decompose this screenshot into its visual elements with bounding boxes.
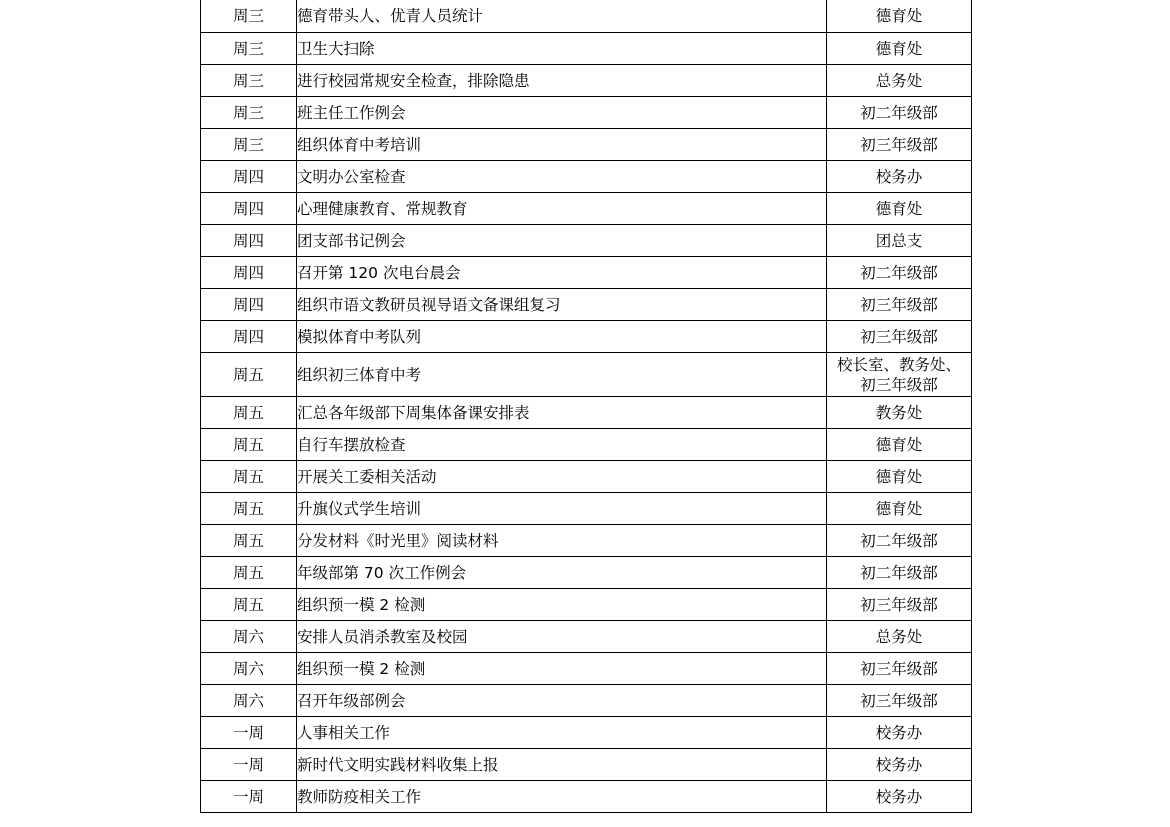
day-cell: 周四 (201, 257, 297, 289)
department-cell (827, 717, 972, 749)
department-line: 初三年级部 (860, 375, 938, 394)
task-cell: 文明办公室检查 (297, 161, 827, 193)
day-cell: 周五 (201, 429, 297, 461)
task-cell: 召开第 120 次电台晨会 (297, 257, 827, 289)
department-cell (827, 525, 972, 557)
table-row (201, 65, 972, 97)
table-row (201, 717, 972, 749)
task-cell: 组织初三体育中考 (297, 353, 827, 397)
day-cell: 周五 (201, 397, 297, 429)
department-cell (827, 129, 972, 161)
department-line: 初三年级部 (860, 659, 938, 678)
department-line: 总务处 (875, 71, 923, 90)
department-line: 初三年级部 (860, 135, 938, 154)
table-row (201, 33, 972, 65)
task-cell: 开展关工委相关活动 (297, 461, 827, 493)
day-cell: 周六 (201, 685, 297, 717)
schedule-body (201, 0, 972, 813)
table-row (201, 461, 972, 493)
department-cell (827, 749, 972, 781)
task-cell: 团支部书记例会 (297, 225, 827, 257)
day-cell: 周三 (201, 65, 297, 97)
department-line: 校务办 (875, 787, 923, 806)
day-cell: 周六 (201, 653, 297, 685)
department-cell (827, 321, 972, 353)
task-cell: 安排人员消杀教室及校园 (297, 621, 827, 653)
department-cell (827, 685, 972, 717)
day-cell: 周三 (201, 33, 297, 65)
department-line: 初三年级部 (860, 327, 938, 346)
department-line: 德育处 (875, 467, 923, 486)
table-row (201, 289, 972, 321)
department-line: 校长室、教务处、 (836, 355, 961, 374)
department-cell (827, 429, 972, 461)
task-cell: 模拟体育中考队列 (297, 321, 827, 353)
table-row (201, 353, 972, 397)
department-line: 初三年级部 (860, 295, 938, 314)
day-cell: 周三 (201, 97, 297, 129)
day-cell: 周四 (201, 161, 297, 193)
table-row (201, 257, 972, 289)
table-row (201, 0, 972, 33)
department-cell (827, 0, 972, 33)
task-cell: 组织体育中考培训 (297, 129, 827, 161)
task-cell: 卫生大扫除 (297, 33, 827, 65)
day-cell: 周六 (201, 621, 297, 653)
task-cell: 组织预一模 2 检测 (297, 589, 827, 621)
department-cell (827, 161, 972, 193)
department-cell (827, 257, 972, 289)
table-row (201, 653, 972, 685)
department-cell (827, 493, 972, 525)
table-row (201, 557, 972, 589)
department-line: 初二年级部 (860, 103, 938, 122)
schedule-sheet (200, 0, 971, 813)
task-cell: 年级部第 70 次工作例会 (297, 557, 827, 589)
task-cell: 自行车摆放检查 (297, 429, 827, 461)
day-cell: 周五 (201, 589, 297, 621)
table-row (201, 429, 972, 461)
task-cell: 汇总各年级部下周集体备课安排表 (297, 397, 827, 429)
department-cell (827, 289, 972, 321)
department-cell (827, 33, 972, 65)
department-cell (827, 65, 972, 97)
department-cell (827, 353, 972, 397)
day-cell: 周三 (201, 0, 297, 33)
department-line: 德育处 (875, 435, 923, 454)
table-row (201, 493, 972, 525)
day-cell: 周四 (201, 225, 297, 257)
table-row (201, 781, 972, 813)
task-cell: 班主任工作例会 (297, 97, 827, 129)
task-cell: 新时代文明实践材料收集上报 (297, 749, 827, 781)
table-row (201, 225, 972, 257)
day-cell: 周五 (201, 493, 297, 525)
department-cell (827, 225, 972, 257)
task-cell: 心理健康教育、常规教育 (297, 193, 827, 225)
department-line: 校务办 (875, 755, 923, 774)
table-row (201, 129, 972, 161)
department-line: 初三年级部 (860, 595, 938, 614)
table-row (201, 161, 972, 193)
department-line: 初三年级部 (860, 691, 938, 710)
day-cell: 周四 (201, 321, 297, 353)
department-cell (827, 397, 972, 429)
table-row (201, 321, 972, 353)
day-cell: 周三 (201, 129, 297, 161)
table-row (201, 97, 972, 129)
table-row (201, 749, 972, 781)
department-cell (827, 653, 972, 685)
department-cell (827, 621, 972, 653)
task-cell: 召开年级部例会 (297, 685, 827, 717)
task-cell: 分发材料《时光里》阅读材料 (297, 525, 827, 557)
task-cell: 人事相关工作 (297, 717, 827, 749)
department-line: 德育处 (875, 39, 923, 58)
task-cell: 组织预一模 2 检测 (297, 653, 827, 685)
day-cell: 一周 (201, 781, 297, 813)
table-row (201, 397, 972, 429)
department-cell (827, 461, 972, 493)
day-cell: 周五 (201, 557, 297, 589)
table-row (201, 525, 972, 557)
day-cell: 周四 (201, 193, 297, 225)
table-row (201, 621, 972, 653)
department-line: 初二年级部 (860, 263, 938, 282)
day-cell: 周五 (201, 525, 297, 557)
department-cell (827, 557, 972, 589)
day-cell: 周四 (201, 289, 297, 321)
table-row (201, 589, 972, 621)
department-line: 校务办 (875, 167, 923, 186)
department-line: 教务处 (875, 403, 923, 422)
department-line: 总务处 (875, 627, 923, 646)
department-line: 初二年级部 (860, 563, 938, 582)
task-cell: 德育带头人、优青人员统计 (297, 0, 827, 33)
table-row (201, 193, 972, 225)
day-cell: 周五 (201, 353, 297, 397)
table-row (201, 685, 972, 717)
department-line: 校务办 (875, 723, 923, 742)
task-cell: 教师防疫相关工作 (297, 781, 827, 813)
department-cell (827, 193, 972, 225)
day-cell: 周五 (201, 461, 297, 493)
task-cell: 组织市语文教研员视导语文备课组复习 (297, 289, 827, 321)
weekly-schedule-table (200, 0, 972, 813)
day-cell: 一周 (201, 749, 297, 781)
department-line: 团总支 (875, 231, 923, 250)
department-cell (827, 781, 972, 813)
department-cell (827, 589, 972, 621)
department-line: 德育处 (875, 199, 923, 218)
task-cell: 升旗仪式学生培训 (297, 493, 827, 525)
day-cell: 一周 (201, 717, 297, 749)
department-cell (827, 97, 972, 129)
task-cell: 进行校园常规安全检查，排除隐患 (297, 65, 827, 97)
department-line: 德育处 (875, 499, 923, 518)
department-line: 初二年级部 (860, 531, 938, 550)
department-line: 德育处 (875, 7, 923, 25)
